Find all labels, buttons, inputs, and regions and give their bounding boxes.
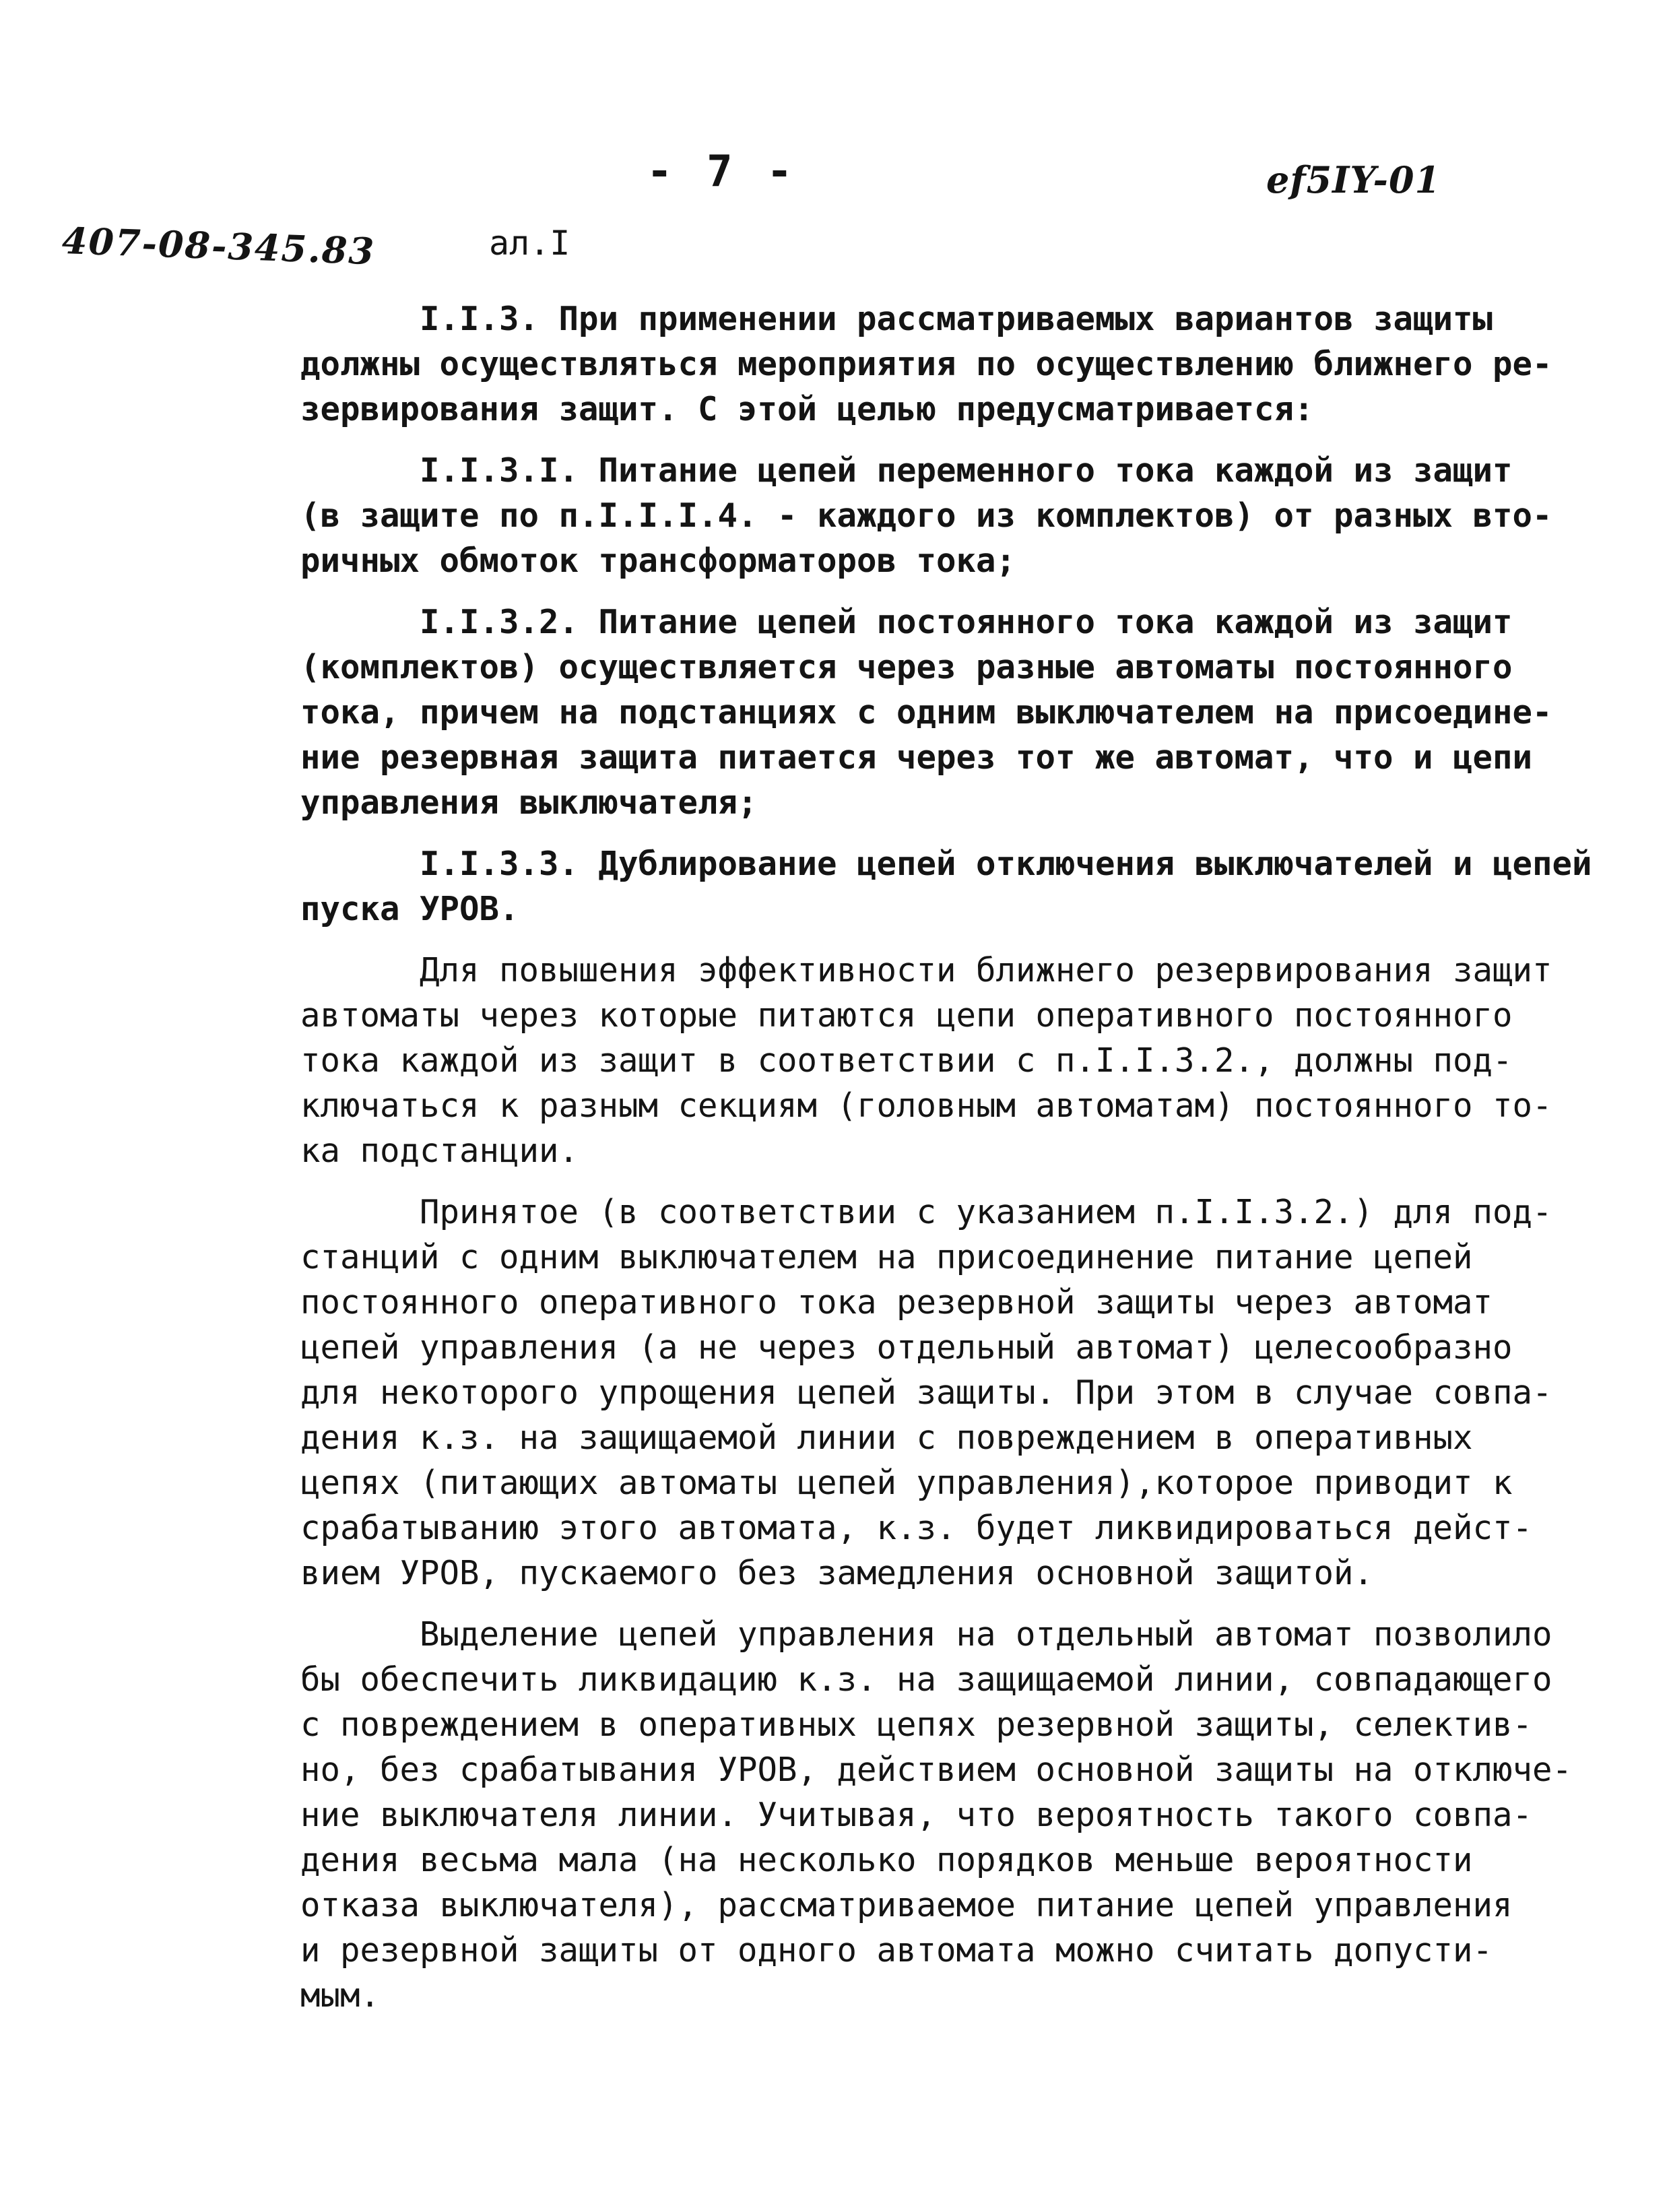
text-line: ричных обмоток трансформаторов тока; — [300, 542, 1016, 580]
text-line: (комплектов) осуществляется через разные автоматы постоянного — [300, 648, 1513, 686]
text-line: отказа выключателя), рассматриваемое питание цепей управления — [300, 1886, 1513, 1924]
text-line: ние резервная защита питается через тот же автомат, что и цепи — [300, 738, 1533, 777]
text-line: с повреждением в оперативных цепях резервной защиты, селектив- — [300, 1705, 1533, 1744]
text-line: и резервной защиты от одного автомата можно считать допусти- — [300, 1931, 1493, 1970]
text-line: срабатыванию этого автомата, к.з. будет ликвидироваться дейст- — [300, 1509, 1533, 1547]
text-line: бы обеспечить ликвидацию к.з. на защищаемой линии, совпадающего — [300, 1660, 1552, 1699]
paragraph — [300, 841, 1592, 932]
text-line: станций с одним выключателем на присоединение питание цепей — [300, 1238, 1473, 1276]
text-line: для некоторого упрощения цепей защиты. При этом в случае совпа- — [300, 1373, 1552, 1412]
text-line: (в защите по п.I.I.I.4. - каждого из комплектов) от разных вто- — [300, 496, 1552, 535]
text-line: автоматы через которые питаются цепи оперативного постоянного — [300, 996, 1513, 1035]
paragraph — [300, 1612, 1573, 2018]
document-code: ef5IY-01 — [1266, 158, 1441, 201]
text-line: дения весьма мала (на несколько порядков меньше вероятности — [300, 1841, 1473, 1879]
project-number: 407-08-345.83 — [61, 219, 376, 273]
text-line: Принятое (в соответствии с указанием п.I.I.3.2.) для под- — [300, 1193, 1552, 1231]
text-line: ние выключателя линии. Учитывая, что вероятность такого совпа- — [300, 1796, 1533, 1834]
text-line: I.I.3. При применении рассматриваемых вариантов защиты — [300, 300, 1493, 338]
paragraph — [300, 448, 1552, 583]
text-line: зервирования защит. С этой целью предусматривается: — [300, 390, 1314, 428]
text-line: должны осуществляться мероприятия по осуществлению ближнего ре- — [300, 345, 1552, 383]
text-line: ключаться к разным секциям (головным автоматам) постоянного то- — [300, 1086, 1552, 1125]
text-line: но, без срабатывания УРОВ, действием основной защиты на отключе- — [300, 1751, 1573, 1789]
paragraph — [300, 1190, 1552, 1596]
text-line: постоянного оперативного тока резервной защиты через автомат — [300, 1283, 1493, 1322]
text-line: ка подстанции. — [300, 1132, 579, 1170]
paragraph — [300, 599, 1552, 825]
text-line: пуска УРОВ. — [300, 890, 519, 928]
page-number: - 7 - — [647, 147, 797, 197]
text-line: цепях (питающих автоматы цепей управления),которое приводит к — [300, 1464, 1513, 1502]
text-line: I.I.3.I. Питание цепей переменного тока каждой из защит — [300, 451, 1513, 490]
text-line: мым. — [300, 1976, 381, 2015]
text-line: управления выключателя; — [300, 783, 758, 822]
text-line: вием УРОВ, пускаемого без замедления основной защитой. — [300, 1554, 1374, 1592]
text-line: I.I.3.3. Дублирование цепей отключения выключателей и цепей — [300, 845, 1592, 883]
paragraph — [300, 948, 1552, 1173]
text-line: тока каждой из защит в соответствии с п.I.I.3.2., должны под- — [300, 1041, 1513, 1080]
paragraph — [300, 296, 1552, 432]
text-line: цепей управления (а не через отдельный автомат) целесообразно — [300, 1328, 1513, 1367]
body-text — [300, 296, 1592, 2034]
text-line: дения к.з. на защищаемой линии с повреждением в оперативных — [300, 1419, 1473, 1457]
text-line: тока, причем на подстанциях с одним выключателем на присоедине- — [300, 693, 1552, 731]
text-line: I.I.3.2. Питание цепей постоянного тока каждой из защит — [300, 603, 1513, 641]
sheet-label: ал.I — [489, 224, 570, 263]
text-line: Выделение цепей управления на отдельный автомат позволило — [300, 1615, 1552, 1654]
text-line: Для повышения эффективности ближнего резервирования защит — [300, 951, 1552, 989]
